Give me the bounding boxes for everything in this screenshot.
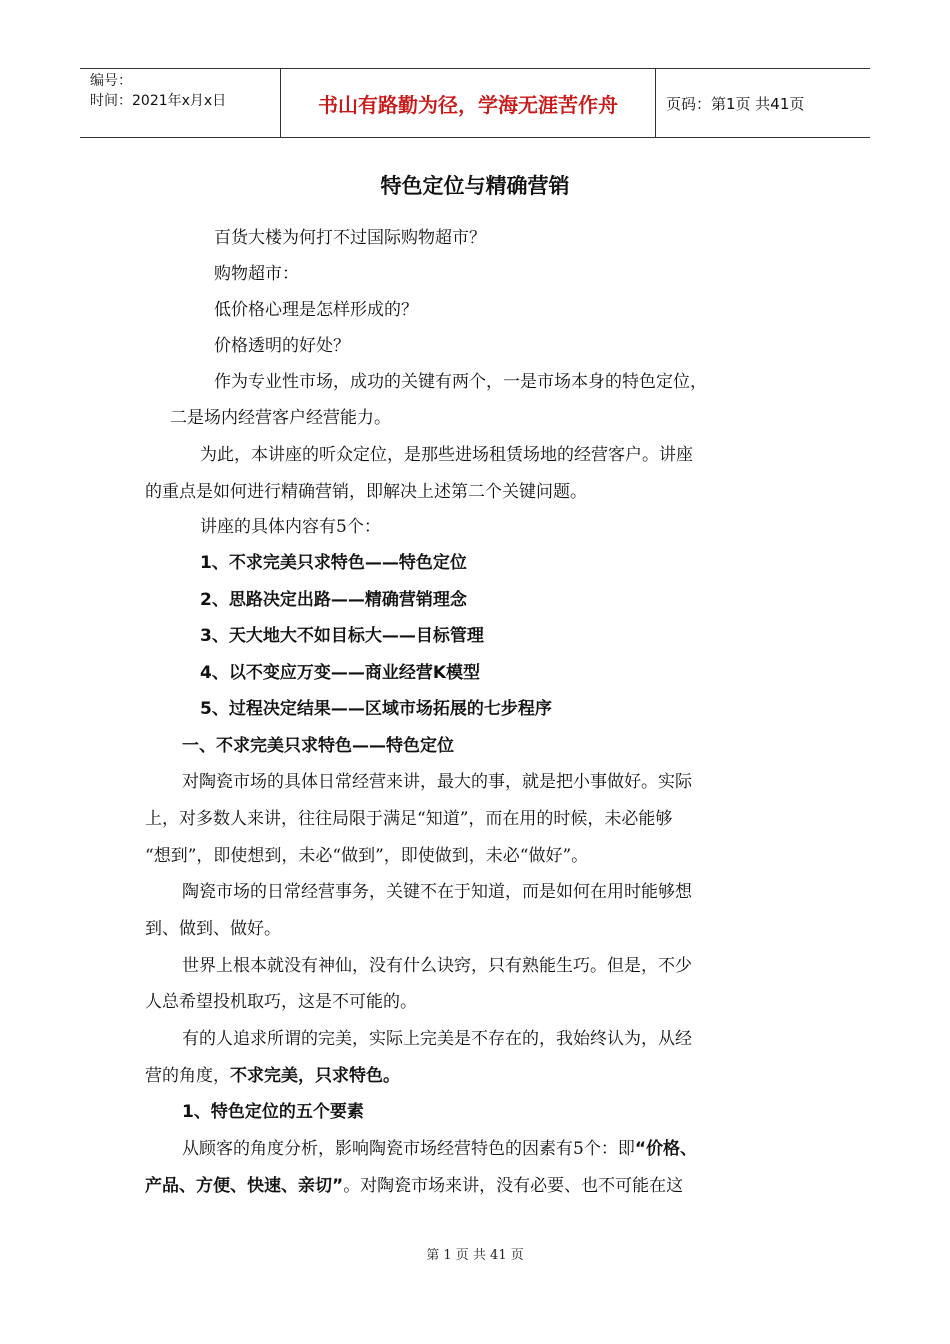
paragraph-line: 讲座的具体内容有5个： [200,517,381,537]
document-header [80,68,870,138]
paragraph-line: 人总希望投机取巧，这是不可能的。 [145,992,417,1012]
header-page-info: 页码：第1页 共41页 [666,94,805,113]
paragraph-line [182,1137,697,1161]
paragraph-line: 世界上根本就没有神仙，没有什么诀窍，只有熟能生巧。但是，不少 [182,956,692,976]
outline-item: 4、以不变应万变——商业经营K模型 [200,663,481,683]
number-label: 编号： [90,73,132,89]
paragraph-line: 对陶瓷市场的具体日常经营来讲，最大的事，就是把小事做好。实际 [182,772,692,792]
header-meta [80,69,280,137]
time-label: 时间：2021年x月x日 [90,93,227,109]
paragraph-line [145,1064,400,1088]
text-run: 营的角度， [145,1066,230,1086]
document-title: 特色定位与精确营销 [380,174,570,198]
paragraph-line: 二是场内经营客户经营能力。 [170,408,391,428]
paragraph-line: 作为专业性市场，成功的关键有两个，一是市场本身的特色定位， [214,372,707,392]
paragraph-line: “想到”，即使想到，未必“做到”，即使做到，未必“做好”。 [145,846,589,866]
paragraph-line: 低价格心理是怎样形成的？ [214,300,418,320]
outline-item: 1、不求完美只求特色——特色定位 [200,553,467,573]
header-motto: 书山有路勤为径，学海无涯苦作舟 [280,69,656,137]
paragraph-line: 购物超市： [214,264,299,284]
paragraph-line: 有的人追求所谓的完美，实际上完美是不存在的，我始终认为，从经 [182,1029,692,1049]
paragraph-line [145,1174,683,1198]
subsection-heading: 1、特色定位的五个要素 [182,1102,364,1122]
paragraph-line: 的重点是如何进行精确营销，即解决上述第二个关键问题。 [145,482,587,502]
paragraph-line: 到、做到、做好。 [145,919,281,939]
text-run: 。对陶瓷市场来讲，没有必要、也不可能在这 [343,1176,684,1196]
paragraph-line: 价格透明的好处？ [214,336,350,356]
emphasis-text: 不求完美，只求特色。 [230,1066,400,1086]
paragraph-line: 为此，本讲座的听众定位，是那些进场租赁场地的经营客户。讲座 [200,445,693,465]
outline-item: 3、天大地大不如目标大——目标管理 [200,626,484,646]
outline-item: 2、思路决定出路——精确营销理念 [200,590,467,610]
emphasis-text: “价格、 [634,1139,698,1159]
outline-item: 5、过程决定结果——区域市场拓展的七步程序 [200,699,552,719]
section-heading: 一、不求完美只求特色——特色定位 [182,736,454,756]
paragraph-line: 百货大楼为何打不过国际购物超市？ [214,228,486,248]
emphasis-text: 产品、方便、快速、亲切” [145,1176,344,1196]
text-run: 从顾客的角度分析，影响陶瓷市场经营特色的因素有5个：即 [182,1139,635,1159]
paragraph-line: 陶瓷市场的日常经营事务，关键不在于知道，而是如何在用时能够想 [182,882,692,902]
paragraph-line: 上，对多数人来讲，往往局限于满足“知道”，而在用的时候，未必能够 [145,809,673,829]
page-footer: 第 1 页 共 41 页 [426,1248,524,1263]
